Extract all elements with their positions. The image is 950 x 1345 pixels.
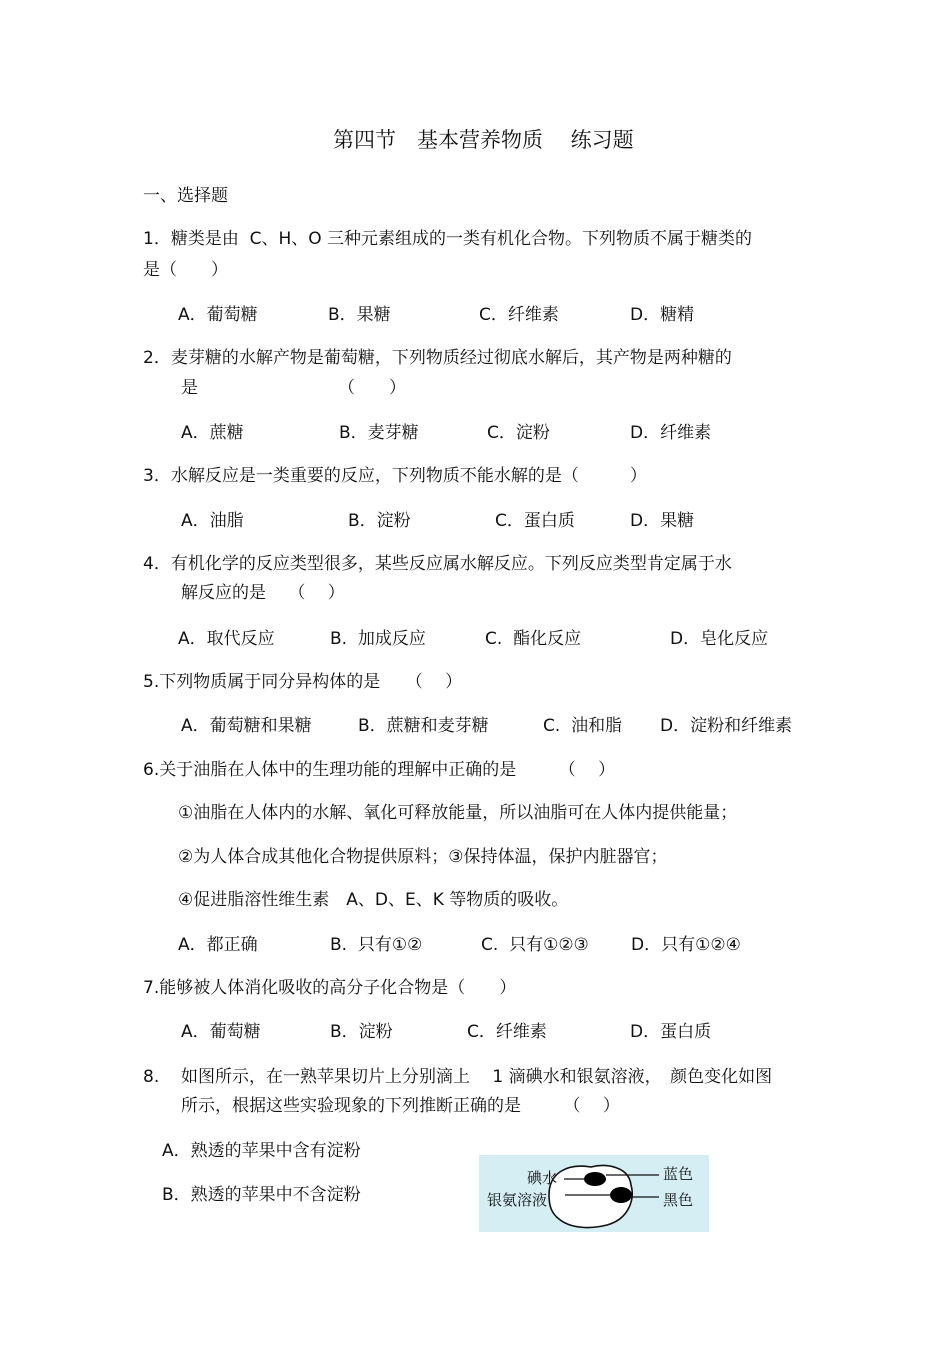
- q6-option-c: C. 只有①②③: [481, 935, 589, 955]
- question-2-line2: 是: [181, 378, 198, 398]
- q2-option-d: D．纤维素: [630, 423, 712, 443]
- q6-option-d: D．只有①②④: [631, 935, 741, 955]
- question-3: 3．水解反应是一类重要的反应，下列物质不能水解的是（ ）: [143, 466, 647, 486]
- label-silver-ammonia: 银氨溶液: [487, 1191, 548, 1209]
- q6-option-b: B. 只有①②: [330, 935, 423, 955]
- silver-ammonia-drop: [610, 1187, 632, 1203]
- label-black: 黑色: [663, 1191, 694, 1209]
- question-8: 如图所示，在一熟苹果切片上分别滴上 1 滴碘水和银氨溶液， 颜色变化如图: [181, 1067, 773, 1087]
- q3-option-c: C．蛋白质: [495, 511, 575, 531]
- question-7: 7.能够被人体消化吸收的高分子化合物是（ ）: [143, 978, 517, 998]
- q6-statement-3: ④促进脂溶性维生素 A、D、E、K 等物质的吸收。: [178, 890, 569, 910]
- q4-option-d: D．皂化反应: [670, 629, 769, 649]
- question-2-answer-blank: （ ）: [338, 378, 406, 398]
- question-2: 2．麦芽糖的水解产物是葡萄糖，下列物质经过彻底水解后，其产物是两种糖的: [143, 348, 732, 368]
- q5-option-b: B．蔗糖和麦芽糖: [358, 716, 489, 736]
- question-1: 1．糖类是由 C、H、O 三种元素组成的一类有机化合物。下列物质不属于糖类的: [143, 229, 753, 249]
- q4-option-c: C. 酯化反应: [485, 629, 582, 649]
- q6-option-a: A．都正确: [178, 935, 258, 955]
- label-iodine: 碘水: [527, 1169, 558, 1187]
- q5-option-a: A．葡萄糖和果糖: [181, 716, 312, 736]
- q8-option-a: A．熟透的苹果中含有淀粉: [162, 1141, 361, 1161]
- q6-statement-1: ①油脂在人体内的水解、氧化可释放能量，所以油脂可在人体内提供能量；: [178, 803, 738, 823]
- q3-option-d: D．果糖: [630, 511, 695, 531]
- question-6: 6.关于油脂在人体中的生理功能的理解中正确的是 （ ）: [143, 760, 616, 780]
- q7-option-c: C．纤维素: [467, 1022, 547, 1042]
- question-4-line2: 解反应的是 （ ）: [181, 583, 345, 603]
- q1-option-c: C．纤维素: [479, 305, 559, 325]
- q6-statement-2: ②为人体合成其他化合物提供原料；③保持体温，保护内脏器官；: [178, 847, 668, 867]
- question-5: 5.下列物质属于同分异构体的是 （ ）: [143, 672, 463, 692]
- iodine-drop: [584, 1172, 606, 1186]
- q4-option-b: B. 加成反应: [330, 629, 426, 649]
- q1-option-d: D．糖精: [630, 305, 695, 325]
- q5-option-d: D．淀粉和纤维素: [660, 716, 793, 736]
- label-blue: 蓝色: [663, 1165, 694, 1183]
- question-4: 4．有机化学的反应类型很多，某些反应属水解反应。下列反应类型肯定属于水: [143, 554, 732, 574]
- q7-option-a: A．葡萄糖: [181, 1022, 261, 1042]
- q5-option-c: C. 油和脂: [543, 716, 623, 736]
- page-title: 第四节 基本营养物质 练习题: [333, 128, 634, 152]
- q7-option-d: D．蛋白质: [630, 1022, 712, 1042]
- q1-option-a: A．葡萄糖: [178, 305, 258, 325]
- q1-option-b: B．果糖: [328, 305, 391, 325]
- q8-option-b: B．熟透的苹果中不含淀粉: [162, 1185, 361, 1205]
- q7-option-b: B．淀粉: [330, 1022, 393, 1042]
- q4-option-a: A．取代反应: [178, 629, 275, 649]
- q2-option-c: C．淀粉: [487, 423, 550, 443]
- q3-option-b: B．淀粉: [348, 511, 411, 531]
- q2-option-b: B．麦芽糖: [339, 423, 419, 443]
- question-1-line2: 是（ ）: [143, 260, 228, 280]
- apple-slice-figure: [479, 1155, 709, 1232]
- q3-option-a: A．油脂: [181, 511, 244, 531]
- q2-option-a: A．蔗糖: [181, 423, 244, 443]
- section-heading: 一、选择题: [143, 186, 228, 206]
- question-8-number: 8.: [143, 1067, 160, 1087]
- question-8-line2: 所示，根据这些实验现象的下列推断正确的是 （ ）: [181, 1096, 620, 1116]
